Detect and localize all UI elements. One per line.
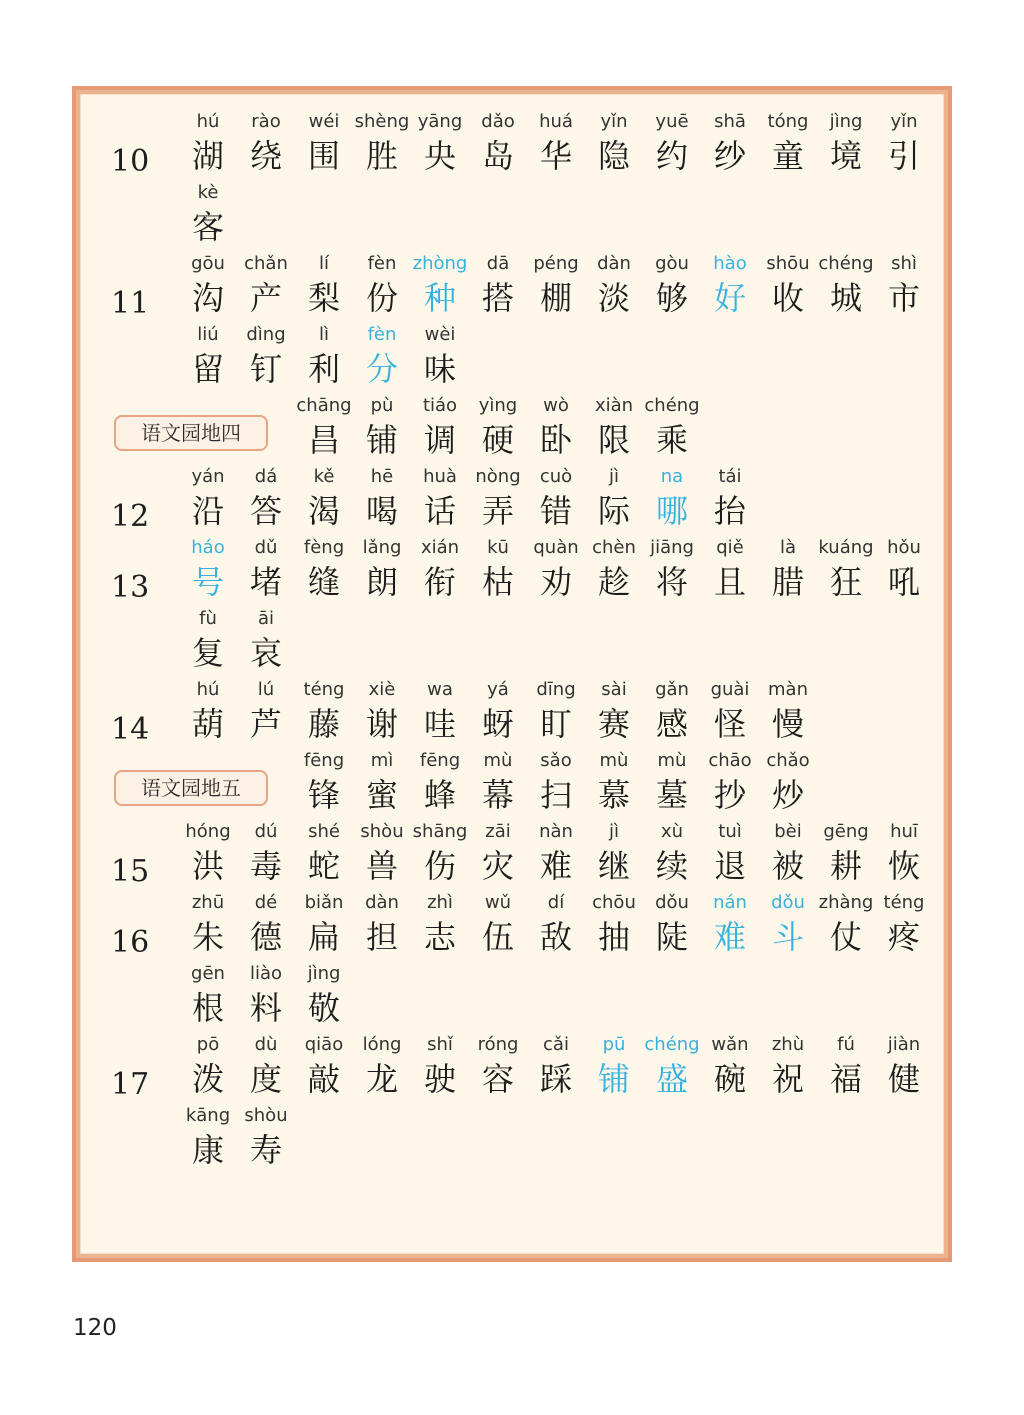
hanzi: 蛇	[307, 847, 340, 885]
pinyin: fēng	[419, 750, 461, 771]
hanzi: 难	[539, 847, 572, 885]
hanzi: 赛	[597, 705, 630, 743]
pinyin: shòu	[360, 821, 404, 842]
pinyin: wa	[427, 679, 453, 700]
pinyin: gǎn	[655, 679, 689, 700]
pinyin: dā	[486, 253, 510, 274]
character-cell	[872, 1030, 936, 1100]
hanzi: 央	[423, 137, 456, 175]
hanzi: 将	[655, 563, 688, 601]
hanzi: 梨	[307, 279, 340, 317]
hanzi: 渴	[307, 492, 340, 530]
pinyin: kāng	[185, 1105, 231, 1126]
hanzi: 怪	[713, 705, 746, 743]
hanzi: 伍	[481, 918, 514, 956]
hanzi: 绕	[249, 137, 282, 175]
pinyin: wò	[543, 395, 569, 416]
hanzi: 寿	[249, 1131, 282, 1169]
pinyin: hē	[370, 466, 394, 487]
hanzi: 灾	[481, 847, 514, 885]
pinyin: shèng	[354, 111, 410, 132]
pinyin: hào	[713, 253, 747, 274]
hanzi: 产	[249, 279, 282, 317]
hanzi: 祝	[771, 1060, 804, 1098]
hanzi: 错	[539, 492, 572, 530]
pinyin: liào	[249, 963, 283, 984]
pinyin: mù	[657, 750, 687, 771]
hanzi: 扁	[307, 918, 340, 956]
pinyin: chǎn	[244, 253, 288, 274]
pinyin: gēng	[823, 821, 869, 842]
hanzi: 福	[829, 1060, 862, 1098]
table-row	[81, 675, 943, 745]
lesson-number: 14	[111, 712, 150, 747]
pinyin: fú	[837, 1034, 855, 1055]
pinyin: cuò	[539, 466, 573, 487]
hanzi: 城	[829, 279, 862, 317]
hanzi: 份	[365, 279, 398, 317]
hanzi: 围	[307, 137, 340, 175]
hanzi: 湖	[191, 137, 224, 175]
hanzi: 际	[597, 492, 630, 530]
hanzi: 市	[887, 279, 920, 317]
pinyin: tóng	[767, 111, 809, 132]
hanzi: 哇	[423, 705, 456, 743]
pinyin: wǔ	[484, 892, 512, 913]
pinyin: mì	[370, 750, 394, 771]
hanzi: 芦	[249, 705, 282, 743]
pinyin: zhū	[191, 892, 225, 913]
hanzi: 退	[713, 847, 746, 885]
pinyin: kè	[197, 182, 219, 203]
lesson-number: 12	[111, 499, 150, 534]
hanzi: 华	[539, 137, 572, 175]
pinyin: chéng	[644, 1034, 700, 1055]
character-cell	[408, 320, 472, 390]
hanzi: 根	[191, 989, 224, 1027]
table-row	[81, 1030, 943, 1100]
hanzi: 境	[829, 137, 862, 175]
pinyin: wǎn	[711, 1034, 749, 1055]
hanzi: 泼	[191, 1060, 224, 1098]
pinyin: bèi	[774, 821, 802, 842]
pinyin: lì	[318, 324, 329, 345]
hanzi: 种	[423, 279, 456, 317]
hanzi: 敌	[539, 918, 572, 956]
hanzi: 分	[365, 350, 398, 388]
hanzi: 慕	[597, 776, 630, 814]
lesson-number: 13	[111, 570, 150, 605]
pinyin: dú	[254, 821, 278, 842]
hanzi: 答	[249, 492, 282, 530]
hanzi: 盛	[655, 1060, 688, 1098]
pinyin: fù	[199, 608, 217, 629]
pinyin: màn	[768, 679, 808, 700]
pinyin: xián	[420, 537, 460, 558]
hanzi: 腊	[771, 563, 804, 601]
pinyin: fèng	[303, 537, 345, 558]
hanzi: 收	[771, 279, 804, 317]
pinyin: shǐ	[427, 1034, 453, 1055]
pinyin: shā	[714, 111, 746, 132]
hanzi: 棚	[539, 279, 572, 317]
pinyin: dí	[547, 892, 565, 913]
hanzi: 被	[771, 847, 804, 885]
pinyin: zhòng	[412, 253, 468, 274]
hanzi: 淡	[597, 279, 630, 317]
hanzi: 卧	[539, 421, 572, 459]
character-cell	[640, 391, 704, 461]
pinyin: liú	[197, 324, 219, 345]
hanzi: 健	[887, 1060, 920, 1098]
pinyin: dǎo	[481, 111, 515, 132]
hanzi: 恢	[887, 847, 920, 885]
hanzi: 限	[597, 421, 630, 459]
pinyin: huà	[423, 466, 457, 487]
pinyin: jì	[608, 466, 619, 487]
hanzi: 盯	[539, 705, 572, 743]
hanzi: 童	[771, 137, 804, 175]
pinyin: xù	[660, 821, 684, 842]
table-row	[81, 249, 943, 319]
pinyin: kě	[313, 466, 335, 487]
character-cell	[872, 817, 936, 887]
pinyin: xiàn	[594, 395, 634, 416]
pinyin: huī	[890, 821, 918, 842]
table-row	[81, 959, 943, 1029]
hanzi: 抬	[713, 492, 746, 530]
pinyin: jiàn	[887, 1034, 921, 1055]
hanzi: 墓	[655, 776, 688, 814]
hanzi: 复	[191, 634, 224, 672]
hanzi: 锋	[307, 776, 340, 814]
hanzi: 容	[481, 1060, 514, 1098]
hanzi: 继	[597, 847, 630, 885]
character-cell	[756, 675, 820, 745]
table-row	[81, 1101, 943, 1171]
table-row	[81, 107, 943, 177]
hanzi: 续	[655, 847, 688, 885]
pinyin: chéng	[818, 253, 874, 274]
hanzi: 哀	[249, 634, 282, 672]
pinyin: dǔ	[254, 537, 278, 558]
hanzi: 难	[713, 918, 746, 956]
character-table	[80, 94, 944, 1254]
hanzi: 伤	[423, 847, 456, 885]
table-row	[81, 533, 943, 603]
pinyin: āi	[257, 608, 275, 629]
hanzi: 蚜	[481, 705, 514, 743]
pinyin: gōu	[191, 253, 225, 274]
hanzi: 乘	[655, 421, 688, 459]
character-cell	[292, 959, 356, 1029]
hanzi: 号	[191, 563, 224, 601]
pinyin: qiě	[716, 537, 744, 558]
character-cell	[234, 604, 298, 674]
lesson-number: 10	[111, 144, 150, 179]
pinyin: hú	[196, 679, 220, 700]
pinyin: chāng	[296, 395, 352, 416]
pinyin: lóng	[362, 1034, 402, 1055]
hanzi: 硬	[481, 421, 514, 459]
pinyin: zhì	[427, 892, 453, 913]
pinyin: mù	[483, 750, 513, 771]
pinyin: qiāo	[304, 1034, 344, 1055]
pinyin: pō	[196, 1034, 220, 1055]
pinyin: zhù	[771, 1034, 805, 1055]
pinyin: fèn	[367, 253, 397, 274]
pinyin: gēn	[191, 963, 225, 984]
hanzi: 感	[655, 705, 688, 743]
pinyin: guài	[710, 679, 750, 700]
pinyin: nàn	[539, 821, 573, 842]
table-row	[81, 462, 943, 532]
page-frame	[72, 86, 952, 1262]
pinyin: yǐn	[890, 111, 918, 132]
character-cell	[872, 107, 936, 177]
hanzi: 约	[655, 137, 688, 175]
table-row	[81, 178, 943, 248]
pinyin: pù	[370, 395, 394, 416]
hanzi: 隐	[597, 137, 630, 175]
pinyin: shāng	[412, 821, 468, 842]
pinyin: hóng	[185, 821, 231, 842]
pinyin: zāi	[485, 821, 511, 842]
hanzi: 兽	[365, 847, 398, 885]
character-cell	[872, 533, 936, 603]
hanzi: 度	[249, 1060, 282, 1098]
hanzi: 弄	[481, 492, 514, 530]
hanzi: 陡	[655, 918, 688, 956]
pinyin: shōu	[766, 253, 810, 274]
pinyin: chǎo	[766, 750, 810, 771]
hanzi: 沟	[191, 279, 224, 317]
hanzi: 钉	[249, 350, 282, 388]
hanzi: 沿	[191, 492, 224, 530]
pinyin: tiáo	[422, 395, 458, 416]
pinyin: dǒu	[655, 892, 689, 913]
hanzi: 堵	[249, 563, 282, 601]
hanzi: 抄	[713, 776, 746, 814]
pinyin: téng	[303, 679, 345, 700]
hanzi: 担	[365, 918, 398, 956]
hanzi: 康	[191, 1131, 224, 1169]
hanzi: 吼	[887, 563, 920, 601]
pinyin: là	[779, 537, 797, 558]
hanzi: 够	[655, 279, 688, 317]
pinyin: sài	[601, 679, 627, 700]
pinyin: dù	[254, 1034, 278, 1055]
pinyin: róng	[477, 1034, 519, 1055]
hanzi: 疼	[887, 918, 920, 956]
hanzi: 敲	[307, 1060, 340, 1098]
pinyin: yán	[191, 466, 225, 487]
hanzi: 幕	[481, 776, 514, 814]
pinyin: shì	[891, 253, 917, 274]
hanzi: 踩	[539, 1060, 572, 1098]
pinyin: yá	[487, 679, 509, 700]
pinyin: dǒu	[771, 892, 805, 913]
pinyin: dīng	[536, 679, 576, 700]
hanzi: 枯	[481, 563, 514, 601]
table-row	[81, 320, 943, 390]
pinyin: chōu	[592, 892, 636, 913]
pinyin: mù	[599, 750, 629, 771]
lesson-number: 17	[111, 1067, 150, 1102]
pinyin: hǒu	[887, 537, 921, 558]
pinyin: lú	[257, 679, 275, 700]
hanzi: 岛	[481, 137, 514, 175]
hanzi: 调	[423, 421, 456, 459]
hanzi: 藤	[307, 705, 340, 743]
pinyin: dàn	[365, 892, 399, 913]
hanzi: 慢	[771, 705, 804, 743]
hanzi: 好	[713, 279, 746, 317]
character-cell	[698, 462, 762, 532]
pinyin: kuáng	[818, 537, 874, 558]
hanzi: 碗	[713, 1060, 746, 1098]
pinyin: tái	[718, 466, 742, 487]
hanzi: 龙	[365, 1060, 398, 1098]
hanzi: 抽	[597, 918, 630, 956]
page-number: 120	[73, 1315, 117, 1341]
hanzi: 劝	[539, 563, 572, 601]
lesson-number: 11	[111, 286, 150, 321]
pinyin: yǐn	[600, 111, 628, 132]
pinyin: dé	[254, 892, 278, 913]
hanzi: 德	[249, 918, 282, 956]
hanzi: 客	[191, 208, 224, 246]
pinyin: jiāng	[650, 537, 694, 558]
hanzi: 缝	[307, 563, 340, 601]
table-row	[81, 604, 943, 674]
pinyin: háo	[191, 537, 225, 558]
character-cell	[756, 746, 820, 816]
hanzi: 衔	[423, 563, 456, 601]
hanzi: 敬	[307, 989, 340, 1027]
hanzi: 朱	[191, 918, 224, 956]
table-row	[81, 746, 943, 816]
pinyin: rào	[251, 111, 281, 132]
section-label: 语文园地五	[114, 770, 268, 806]
character-cell	[176, 178, 240, 248]
pinyin: chéng	[644, 395, 700, 416]
hanzi: 搭	[481, 279, 514, 317]
pinyin: biǎn	[304, 892, 344, 913]
table-row	[81, 391, 943, 461]
hanzi: 且	[713, 563, 746, 601]
hanzi: 料	[249, 989, 282, 1027]
hanzi: 蜜	[365, 776, 398, 814]
hanzi: 喝	[365, 492, 398, 530]
hanzi: 引	[887, 137, 920, 175]
pinyin: huá	[539, 111, 573, 132]
pinyin: yìng	[478, 395, 518, 416]
hanzi: 驶	[423, 1060, 456, 1098]
pinyin: gòu	[655, 253, 689, 274]
pinyin: dìng	[246, 324, 286, 345]
hanzi: 利	[307, 350, 340, 388]
pinyin: quàn	[533, 537, 579, 558]
hanzi: 蜂	[423, 776, 456, 814]
pinyin: sǎo	[540, 750, 572, 771]
hanzi: 耕	[829, 847, 862, 885]
pinyin: chèn	[592, 537, 636, 558]
section-label: 语文园地四	[114, 415, 268, 451]
hanzi: 味	[423, 350, 456, 388]
lesson-number: 16	[111, 925, 150, 960]
pinyin: jìng	[307, 963, 341, 984]
pinyin: jìng	[829, 111, 863, 132]
pinyin: téng	[883, 892, 925, 913]
pinyin: wèi	[424, 324, 456, 345]
hanzi: 斗	[771, 918, 804, 956]
pinyin: xiè	[368, 679, 396, 700]
hanzi: 铺	[597, 1060, 630, 1098]
hanzi: 铺	[365, 421, 398, 459]
pinyin: nán	[713, 892, 747, 913]
pinyin: lí	[318, 253, 329, 274]
hanzi: 朗	[365, 563, 398, 601]
pinyin: yuē	[655, 111, 689, 132]
pinyin: fēng	[303, 750, 345, 771]
pinyin: chāo	[708, 750, 752, 771]
table-row	[81, 817, 943, 887]
hanzi: 葫	[191, 705, 224, 743]
hanzi: 狂	[829, 563, 862, 601]
pinyin: fèn	[367, 324, 397, 345]
character-cell	[234, 1101, 298, 1171]
pinyin: shé	[308, 821, 340, 842]
pinyin: zhàng	[818, 892, 874, 913]
hanzi: 志	[423, 918, 456, 956]
hanzi: 留	[191, 350, 224, 388]
pinyin: shòu	[244, 1105, 288, 1126]
pinyin: dàn	[597, 253, 631, 274]
hanzi: 扫	[539, 776, 572, 814]
hanzi: 炒	[771, 776, 804, 814]
lesson-number: 15	[111, 854, 150, 889]
hanzi: 胜	[365, 137, 398, 175]
pinyin: cǎi	[543, 1034, 569, 1055]
hanzi: 趁	[597, 563, 630, 601]
hanzi: 洪	[191, 847, 224, 885]
hanzi: 毒	[249, 847, 282, 885]
pinyin: lǎng	[362, 537, 402, 558]
hanzi: 哪	[655, 492, 688, 530]
pinyin: péng	[533, 253, 579, 274]
pinyin: yāng	[417, 111, 463, 132]
pinyin: kū	[487, 537, 509, 558]
hanzi: 昌	[307, 421, 340, 459]
character-cell	[872, 888, 936, 958]
hanzi: 谢	[365, 705, 398, 743]
hanzi: 话	[423, 492, 456, 530]
pinyin: wéi	[308, 111, 340, 132]
pinyin: dá	[254, 466, 278, 487]
pinyin: hú	[196, 111, 220, 132]
pinyin: pū	[602, 1034, 626, 1055]
hanzi: 仗	[829, 918, 862, 956]
pinyin: tuì	[718, 821, 742, 842]
character-cell	[872, 249, 936, 319]
pinyin: nòng	[475, 466, 521, 487]
pinyin: na	[660, 466, 684, 487]
table-row	[81, 888, 943, 958]
hanzi: 纱	[713, 137, 746, 175]
pinyin: jì	[608, 821, 619, 842]
